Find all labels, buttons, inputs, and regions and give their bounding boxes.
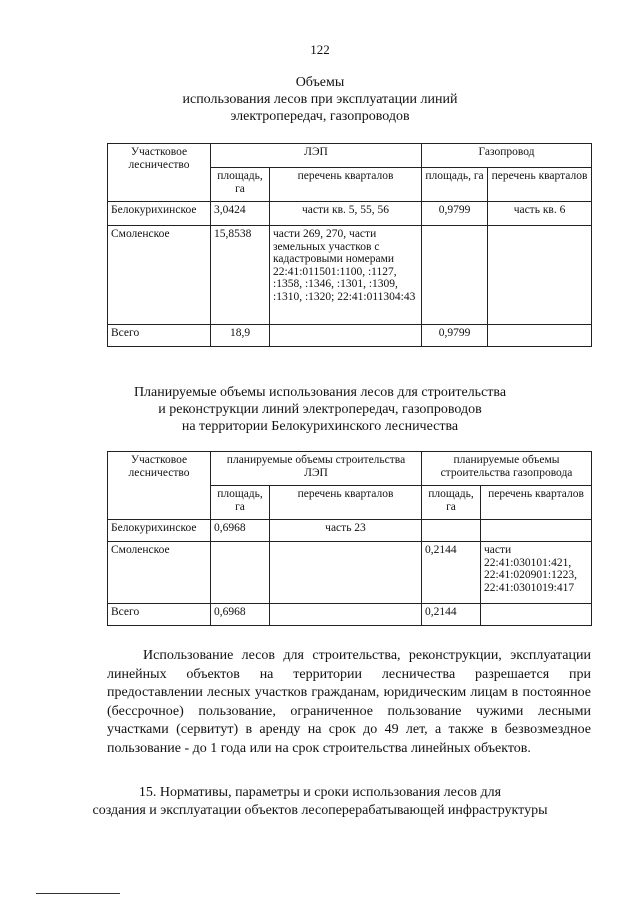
table2-title <box>0 384 640 435</box>
cell-gas-area: 0,2144 <box>422 542 481 604</box>
cell-lep-area <box>211 542 270 604</box>
cell-district: Всего <box>108 325 211 347</box>
cell-lep-quarters <box>270 325 422 347</box>
header-quarters: перечень кварталов <box>270 168 422 202</box>
table-row <box>108 226 592 325</box>
table1-title-line: электропередач, газопроводов <box>230 109 410 124</box>
footnote-divider <box>36 893 120 894</box>
cell-district: Белокурихинское <box>108 520 211 542</box>
cell-lep-area: 3,0424 <box>211 202 270 226</box>
table-row <box>108 202 592 226</box>
cell-gas-area <box>422 520 481 542</box>
cell-district: Смоленское <box>108 542 211 604</box>
header-district: Участковое лесничество <box>108 144 211 202</box>
cell-lep-area: 18,9 <box>211 325 270 347</box>
table-row <box>108 604 592 626</box>
cell-lep-quarters: части 269, 270, части земельных участков с кадастровыми номерами 22:41:011501:1100, :1127, :1358, :1346, :1301, :1309, :1310, :1320; 22:41:011304:43 <box>270 226 422 325</box>
header-area: площадь, га <box>422 486 481 520</box>
table-row <box>108 520 592 542</box>
cell-lep-quarters <box>270 604 422 626</box>
cell-lep-quarters: части кв. 5, 55, 56 <box>270 202 422 226</box>
table1-title-line: Объемы <box>295 75 345 90</box>
header-group-gas: Газопровод <box>422 144 592 168</box>
cell-gas-quarters <box>481 604 592 626</box>
cell-gas-quarters: часть кв. 6 <box>488 202 592 226</box>
table1-title <box>0 74 640 125</box>
cell-district: Смоленское <box>108 226 211 325</box>
table2 <box>107 451 592 626</box>
header-area: площадь, га <box>211 168 270 202</box>
header-quarters: перечень кварталов <box>481 486 592 520</box>
table2-title-line: и реконструкции линий электропередач, газопроводов <box>158 402 482 417</box>
table-row <box>108 325 592 347</box>
page-number: 122 <box>310 42 330 57</box>
header-area: площадь, га <box>211 486 270 520</box>
header-area: площадь, га <box>422 168 488 202</box>
cell-gas-area: 0,9799 <box>422 202 488 226</box>
cell-gas-quarters <box>488 226 592 325</box>
header-quarters: перечень кварталов <box>270 486 422 520</box>
header-group-lep: ЛЭП <box>211 144 422 168</box>
cell-lep-area: 0,6968 <box>211 520 270 542</box>
header-district: Участковое лесничество <box>108 452 211 520</box>
cell-gas-quarters <box>488 325 592 347</box>
header-quarters: перечень кварталов <box>488 168 592 202</box>
cell-district: Всего <box>108 604 211 626</box>
header-group-gas: планируемые объемы строительства газопровода <box>422 452 592 486</box>
cell-lep-area: 0,6968 <box>211 604 270 626</box>
body-text <box>107 647 591 758</box>
cell-district: Белокурихинское <box>108 202 211 226</box>
table1-title-line: использования лесов при эксплуатации линий <box>182 92 458 107</box>
cell-lep-area: 15,8538 <box>211 226 270 325</box>
table1 <box>107 143 592 347</box>
cell-gas-quarters: части 22:41:030101:421, 22:41:020901:1223, 22:41:0301019:417 <box>481 542 592 604</box>
cell-gas-area <box>422 226 488 325</box>
table2-title-line: на территории Белокурихинского лесничества <box>181 419 459 434</box>
section-heading-line: создания и эксплуатации объектов лесоперерабатывающей инфраструктуры <box>92 803 548 818</box>
body-paragraph: Использование лесов для строительства, реконструкции, эксплуатации линейных объектов на территории лесничества разрешается при предоставлении лесных участков гражданам, юридическим лицам в постоянное (бессрочное) пользование, ограниченное пользование чужими лесными участками (сервитут) в аренду на срок до 49 лет, а также в безвозмездное пользование - до 1 года или на срок строительства линейных объектов. <box>107 648 591 756</box>
header-group-lep: планируемые объемы строительства ЛЭП <box>211 452 422 486</box>
section-heading-line: 15. Нормативы, параметры и сроки использования лесов для <box>138 785 502 800</box>
cell-lep-quarters: часть 23 <box>270 520 422 542</box>
cell-gas-area: 0,9799 <box>422 325 488 347</box>
table-row <box>108 542 592 604</box>
cell-gas-quarters <box>481 520 592 542</box>
section-heading <box>0 784 640 820</box>
cell-gas-area: 0,2144 <box>422 604 481 626</box>
cell-lep-quarters <box>270 542 422 604</box>
table2-title-line: Планируемые объемы использования лесов для строительства <box>133 385 507 400</box>
